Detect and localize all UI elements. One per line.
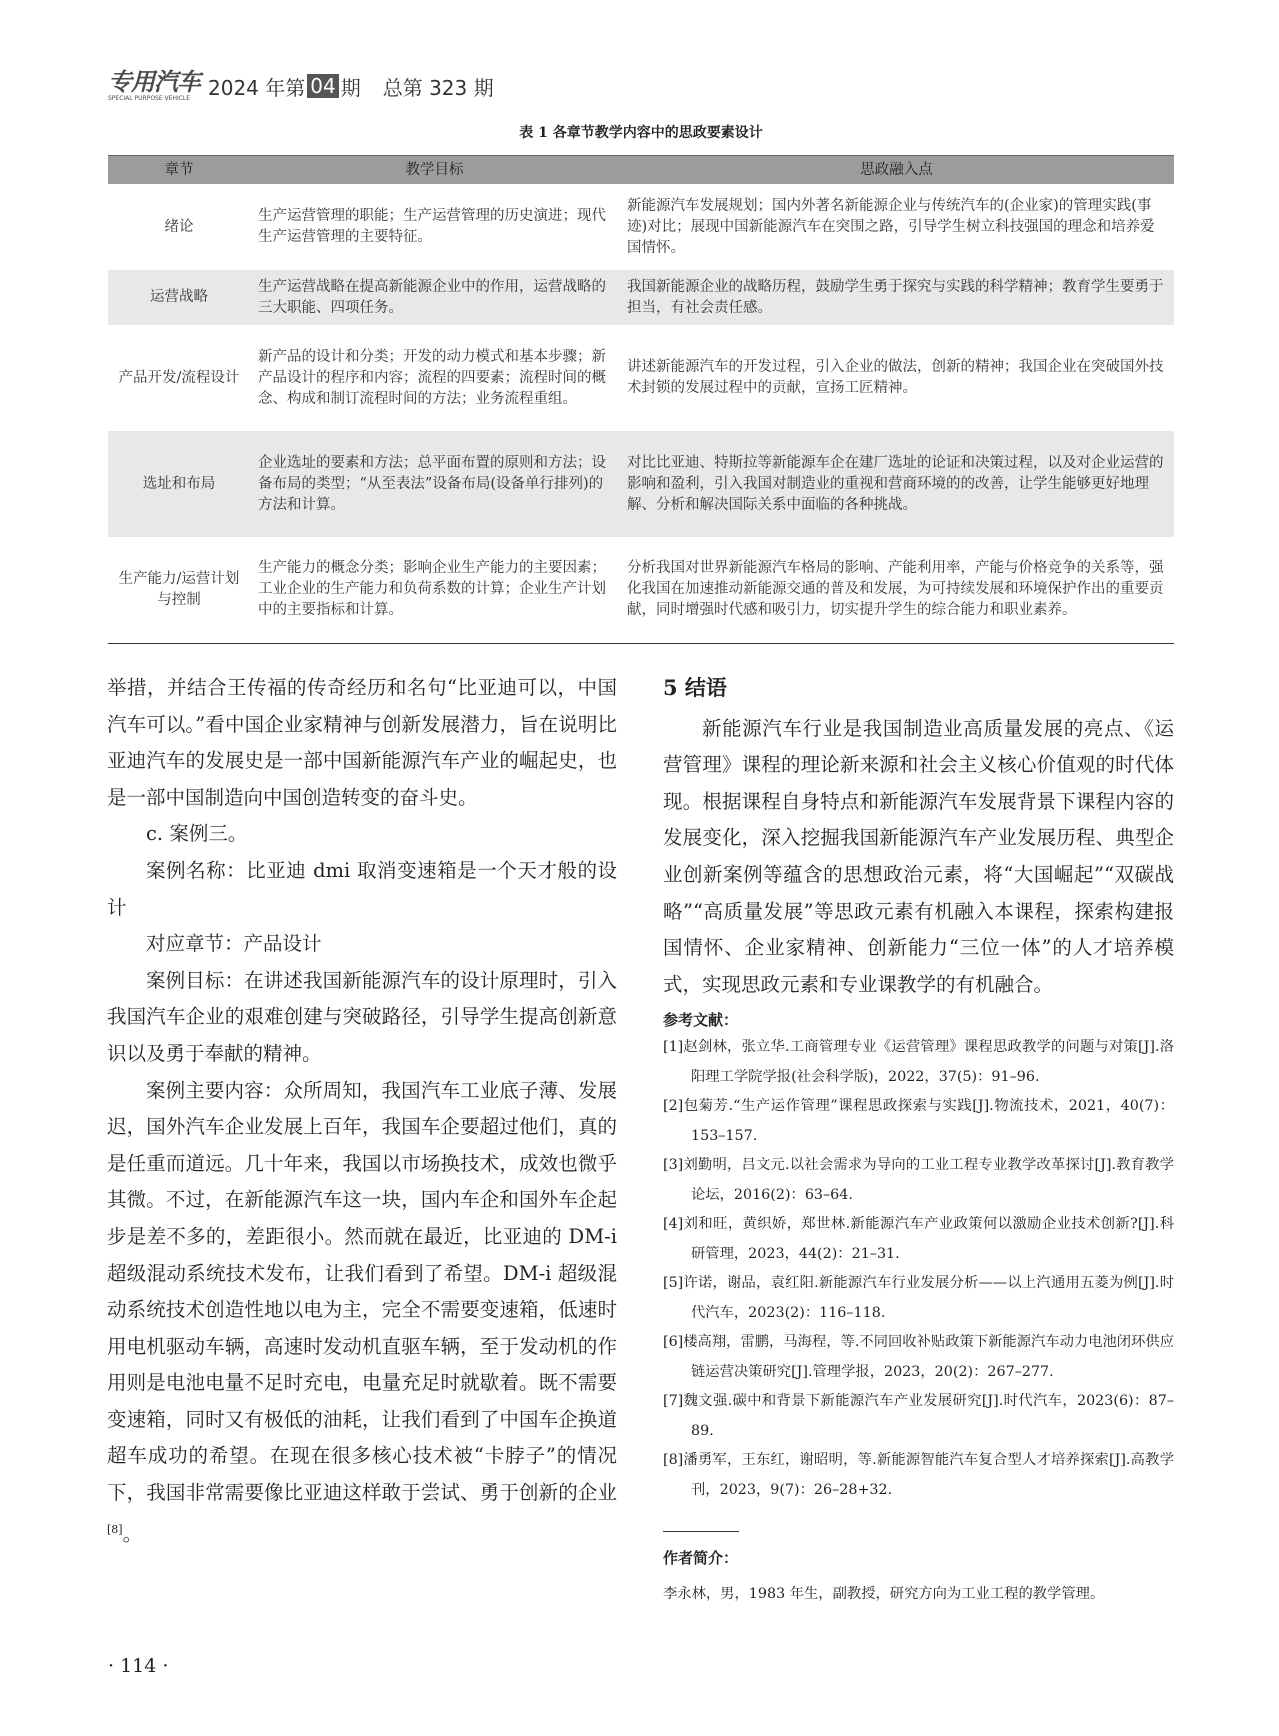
header-point: 思政融入点: [619, 156, 1174, 185]
paragraph-text: 案例主要内容：众所周知，我国汽车工业底子薄、发展迟，国外汽车企业发展上百年，我国车企要超过他们，真的是任重而道远。几十年来，我国以市场换技术，成效也微乎其微。不过，在新能源汽车这一块，国内车企和国外车企起步是差不多的，差距很小。然而就在最近，比亚迪的 DM-i 超级混动系统技术发布，让我们看到了希望。DM-i 超级混动系统技术创造性地以电为主，完全不需要变速箱，低速时用电机驱动车辆，高速时发动机直驱车辆，至于发动机的作用则是电池电量不足时充电，电量充足时就歇着。既不需要变速箱，同时又有极低的油耗，让我们看到了中国车企换道超车成功的希望。在现在很多核心技术被“卡脖子”的情况下，我国非常需要像比亚迪这样敢于尝试、勇于创新的企业: [107, 1078, 617, 1505]
cell-goal: 新产品的设计和分类；开发的动力模式和基本步骤；新产品设计的程序和内容；流程的四要素；流程时间的概念、构成和制订流程时间的方法；业务流程重组。: [258, 348, 606, 407]
cell-chapter: 选址和布局: [108, 431, 250, 537]
page-header: [108, 70, 494, 102]
reference-item: [2]包菊芳.“生产运作管理”课程思政探索与实践[J].物流技术，2021，40(7)：153–157.: [663, 1098, 1174, 1144]
cell-goal: 生产运营战略在提高新能源企业中的作用，运营战略的三大职能、四项任务。: [250, 270, 619, 325]
section-heading: 5 结语: [663, 675, 727, 700]
logo-subtext: SPECIAL PURPOSE VEHICLE: [108, 95, 191, 102]
table-row: [108, 184, 1174, 270]
cell-goal: 生产运营管理的职能；生产运营管理的历史演进；现代生产运营管理的主要特征。: [258, 208, 606, 245]
paragraph: 对应章节：产品设计: [146, 932, 322, 956]
cell-point: 新能源汽车发展规划；国内外著名新能源企业与传统汽车的(企业家)的管理实践(事迹)对比；展现中国新能源汽车在突围之路，引导学生树立科技强国的理念和培养爱国情怀。: [627, 197, 1155, 256]
reference-item: [6]楼高翔，雷鹏，马海程，等.不同回收补贴政策下新能源汽车动力电池闭环供应链运营决策研究[J].管理学报，2023，20(2)：267–277.: [663, 1334, 1174, 1380]
cell-point: 分析我国对世界新能源汽车格局的影响、产能利用率，产能与价格竞争的关系等，强化我国在加速推动新能源交通的普及和发展，为可持续发展和环境保护作出的重要贡献，同时增强时代感和吸引力，切实提升学生的综合能力和职业素养。: [619, 537, 1174, 643]
reference-item: [3]刘勤明，吕文元.以社会需求为导向的工业工程专业教学改革探讨[J].教育教学论坛，2016(2)：63–64.: [663, 1157, 1174, 1203]
page-number: · 114 ·: [108, 1655, 169, 1677]
cell-goal: 生产能力的概念分类；影响企业生产能力的主要因素；工业企业的生产能力和负荷系数的计算；企业生产计划中的主要指标和计算。: [250, 537, 619, 643]
header-chapter: 章节: [108, 156, 250, 185]
reference-item: [1]赵剑林，张立华.工商管理专业《运营管理》课程思政教学的问题与对策[J].洛阳理工学院学报(社会科学版)，2022，37(5)：91–96.: [663, 1039, 1174, 1085]
citation-mark: [8]: [107, 1522, 123, 1536]
reference-item: [5]许诺，谢品，袁红阳.新能源汽车行业发展分析——以上汽通用五菱为例[J].时代汽车，2023(2)：116–118.: [663, 1275, 1174, 1321]
references-heading: 参考文献：: [663, 1011, 739, 1030]
table-header-row: [108, 156, 1174, 185]
cell-goal: 企业选址的要素和方法；总平面布置的原则和方法；设备布局的类型；“从至表法”设备布局(设备单行排列)的方法和计算。: [250, 431, 619, 537]
table-row: [108, 431, 1174, 537]
cell-chapter: 运营战略: [108, 270, 250, 325]
logo-text: 专用汽车: [108, 68, 200, 96]
cell-point: 我国新能源企业的战略历程，鼓励学生勇于探究与实践的科学精神；教育学生要勇于担当，有社会责任感。: [619, 270, 1174, 325]
paragraph: 案例名称：比亚迪 dmi 取消变速箱是一个天才般的设计: [107, 858, 617, 919]
reference-item: [8]潘勇军，王东红，谢昭明，等.新能源智能汽车复合型人才培养探索[J].高教学刊，2023，9(7)：26–28+32.: [663, 1452, 1174, 1498]
table-title: 表 1 各章节教学内容中的思政要素设计: [519, 125, 763, 141]
paragraph: c. 案例三。: [146, 822, 248, 846]
paragraph: [107, 1073, 617, 1553]
table-row: [108, 270, 1174, 325]
author-heading: 作者简介：: [663, 1549, 739, 1568]
reference-item: [4]刘和旺，黄织娇，郑世林.新能源汽车产业政策何以激励企业技术创新?[J].科研管理，2023，44(2)：21–31.: [663, 1216, 1174, 1262]
paragraph-end: 。: [122, 1522, 143, 1546]
table-row: [108, 537, 1174, 643]
cell-point: 对比比亚迪、特斯拉等新能源车企在建厂选址的论证和决策过程，以及对企业运营的影响和盈利，引入我国对制造业的重视和营商环境的的改善，让学生能够更好地理解、分析和解决国际关系中面临的各种挑战。: [619, 431, 1174, 537]
left-column: [107, 670, 617, 1553]
right-column: [663, 670, 1174, 1608]
issue-year: 2024 年第: [208, 75, 306, 100]
ideology-table: [108, 155, 1174, 644]
issue-suffix: 期: [340, 75, 361, 100]
paragraph: 举措，并结合王传福的传奇经历和名句“比亚迪可以，中国汽车可以。”看中国企业家精神与创新发展潜力，旨在说明比亚迪汽车的发展史是一部中国新能源汽车产业的崛起史，也是一部中国制造向中国创造转变的奋斗史。: [107, 676, 617, 809]
cell-chapter: 产品开发/流程设计: [118, 369, 240, 386]
reference-item: [7]魏文强.碳中和背景下新能源汽车产业发展研究[J].时代汽车，2023(6)：87–89.: [663, 1393, 1174, 1439]
cell-chapter: 绪论: [164, 218, 194, 235]
header-goal: 教学目标: [250, 156, 619, 185]
divider: [663, 1531, 739, 1532]
cell-point: 讲述新能源汽车的开发过程，引入企业的做法，创新的精神；我国企业在突破国外技术封锁的发展过程中的贡献，宣扬工匠精神。: [627, 359, 1164, 396]
paragraph: 案例目标：在讲述我国新能源汽车的设计原理时，引入我国汽车企业的艰难创建与突破路径，引导学生提高创新意识以及勇于奉献的精神。: [107, 968, 617, 1065]
cell-chapter: 生产能力/运营计划与控制: [108, 537, 250, 643]
issue-number: 04: [307, 74, 338, 98]
table-row: [108, 325, 1174, 431]
journal-logo: [108, 70, 200, 102]
issue-info: [208, 72, 494, 101]
issue-total: 总第 323 期: [382, 75, 494, 100]
paragraph: 新能源汽车行业是我国制造业高质量发展的亮点、《运营管理》课程的理论新来源和社会主义核心价值观的时代体现。根据课程自身特点和新能源汽车发展背景下课程内容的发展变化，深入挖掘我国新能源汽车产业发展历程、典型企业创新案例等蕴含的思想政治元素，将“大国崛起”“双碳战略”“高质量发展”等思政元素有机融入本课程，探索构建报国情怀、企业家精神、创新能力“三位一体”的人才培养模式，实现思政元素和专业课教学的有机融合。: [663, 716, 1174, 996]
author-bio: 李永林，男，1983 年生，副教授，研究方向为工业工程的教学管理。: [663, 1586, 1105, 1603]
